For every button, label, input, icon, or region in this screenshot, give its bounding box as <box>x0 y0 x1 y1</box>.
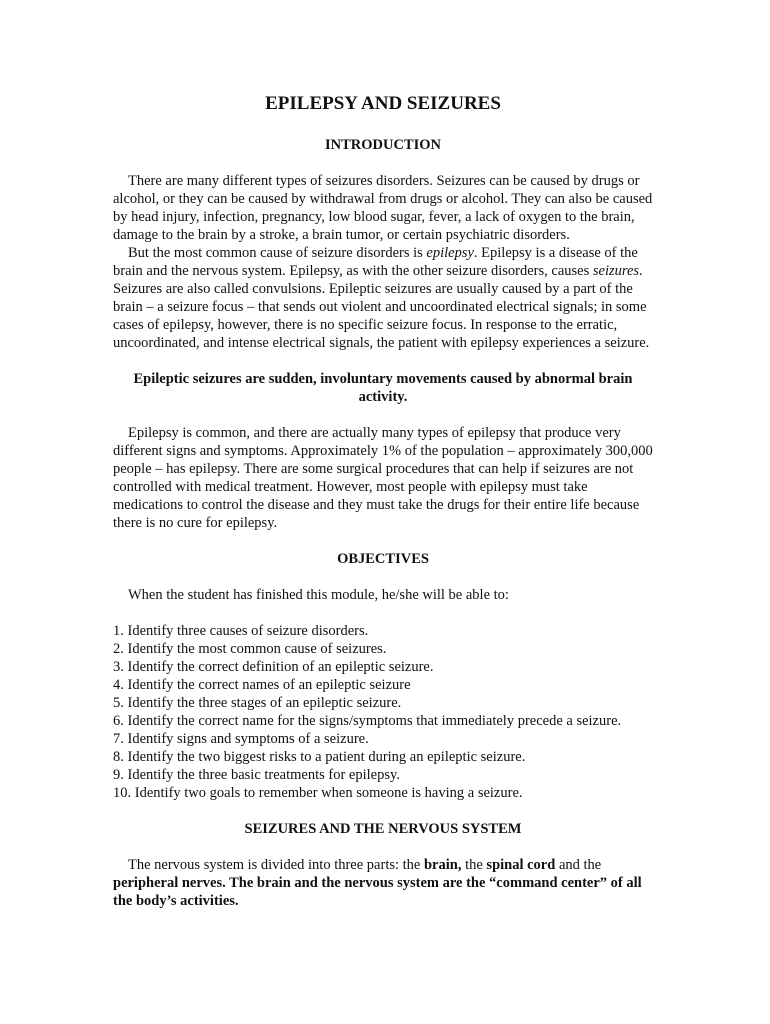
objectives-list <box>113 622 653 802</box>
document-title: EPILEPSY AND SEIZURES <box>265 93 501 114</box>
objective-item: 6. Identify the correct name for the signs/symptoms that immediately precede a seizure. <box>113 713 622 729</box>
nervous-system-paragraph <box>113 856 653 910</box>
ns-text-a: The nervous system is divided into three parts: the <box>128 857 424 873</box>
objective-item: 5. Identify the three stages of an epileptic seizure. <box>113 695 402 711</box>
objectives-heading: OBJECTIVES <box>337 551 429 567</box>
ns-text-b: the <box>461 857 487 873</box>
objective-item: 1. Identify three causes of seizure disorders. <box>113 623 369 639</box>
introduction-paragraph-1: There are many different types of seizures disorders. Seizures can be caused by drugs or alcohol, or they can be caused by withdrawal from drugs or alcohol. They can also be caused by head injury, infection, pregnancy, low blood sugar, fever, a lack of oxygen to the brain, damage to the brain by a stroke, a brain tumor, or certain psychiatric disorders. <box>113 173 653 243</box>
objective-item: 4. Identify the correct names of an epileptic seizure <box>113 677 411 693</box>
p2-text-a: But the most common cause of seizure disorders is <box>128 245 427 261</box>
objective-item: 9. Identify the three basic treatments for epilepsy. <box>113 767 400 783</box>
objective-item: 2. Identify the most common cause of seizures. <box>113 641 387 657</box>
ns-spinal-cord-bold: spinal cord <box>486 857 556 873</box>
ns-text-c: and the <box>555 857 602 873</box>
document-page <box>113 92 653 910</box>
p2-text-b: . Epilepsy is a disease of the brain and the nervous system. Epilepsy, as with the other seizure disorders, causes <box>113 245 638 279</box>
p2-seizures-italic: seizures <box>592 263 640 279</box>
nervous-system-heading: SEIZURES AND THE NERVOUS SYSTEM <box>244 821 522 837</box>
objectives-intro: When the student has finished this module, he/she will be able to: <box>128 587 509 603</box>
objective-item: 3. Identify the correct definition of an epileptic seizure. <box>113 659 434 675</box>
objective-item: 10. Identify two goals to remember when someone is having a seizure. <box>113 785 523 801</box>
objective-item: 8. Identify the two biggest risks to a patient during an epileptic seizure. <box>113 749 526 765</box>
key-definition-callout: Epileptic seizures are sudden, involuntary movements caused by abnormal brain activity. <box>133 371 633 405</box>
introduction-paragraph-3: Epilepsy is common, and there are actually many types of epilepsy that produce very different signs and symptoms. Approximately 1% of the population – approximately 300,000 people – has epilepsy. There are some surgical procedures that can help if seizures are not controlled with medical treatment. However, most people with epilepsy must take medications to control the disease and they must take the drugs for their entire life because there is no cure for epilepsy. <box>113 425 653 531</box>
p2-text-c: . Seizures are also called convulsions. Epileptic seizures are usually caused by a part of the brain – a seizure focus – that sends out violent and uncoordinated electrical signals; in some cases of epilepsy, however, there is no specific seizure focus. In response to the erratic, uncoordinated, and intense electrical signals, the patient with epilepsy experiences a seizure. <box>113 263 650 351</box>
introduction-paragraph-2 <box>113 244 653 352</box>
introduction-heading: INTRODUCTION <box>324 137 441 153</box>
objective-item: 7. Identify signs and symptoms of a seizure. <box>113 731 369 747</box>
p2-epilepsy-italic: epilepsy <box>426 245 474 261</box>
ns-bold-tail: peripheral nerves. The brain and the nervous system are the “command center” of all the body’s activities. <box>113 875 642 909</box>
ns-brain-bold: brain, <box>423 857 462 873</box>
